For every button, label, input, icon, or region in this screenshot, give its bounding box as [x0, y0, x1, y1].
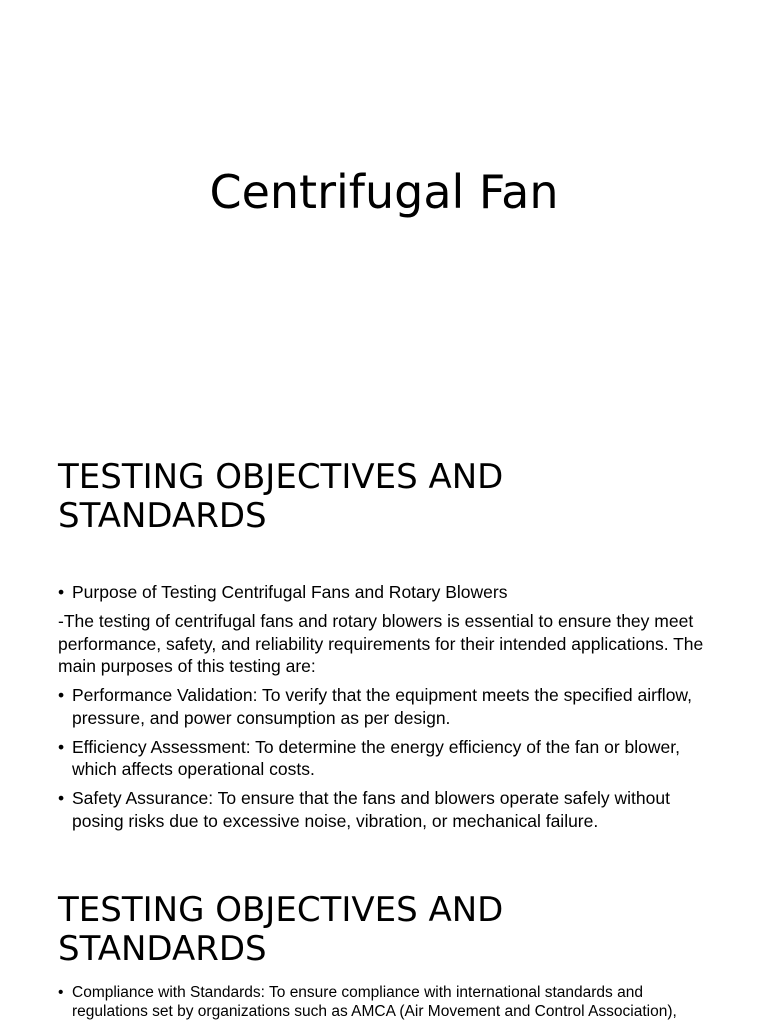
slide-title: Centrifugal Fan	[209, 165, 559, 219]
bullet-icon: •	[58, 685, 65, 705]
list-item	[58, 983, 713, 1021]
bullet-icon: •	[58, 984, 64, 1001]
list-item	[58, 736, 713, 781]
bullet-icon: •	[58, 736, 65, 757]
bullet-icon: •	[58, 582, 65, 602]
slide-body-list	[58, 983, 713, 1024]
list-item-text: Performance Validation: To verify that the equipment meets the specified airflow, pressure, and power consumption as per design.	[72, 685, 692, 728]
list-item-text: Efficiency Assessment: To determine the energy efficiency of the fan or blower, which affects operational costs.	[72, 736, 680, 779]
list-item-text: Safety Assurance: To ensure that the fans and blowers operate safely without posing risks due to excessive noise, vibration, or mechanical failure.	[72, 788, 670, 831]
slide-3	[0, 864, 768, 1024]
slide-2	[0, 432, 768, 864]
list-item	[58, 581, 713, 604]
slide-body-list	[58, 581, 713, 839]
bullet-icon: •	[58, 788, 65, 808]
list-item	[58, 610, 713, 678]
slide-heading: TESTING OBJECTIVES AND STANDARDS	[58, 890, 504, 969]
slide-heading: TESTING OBJECTIVES AND STANDARDS	[58, 457, 504, 536]
list-item-text: Compliance with Standards: To ensure compliance with international standards and regulations set by organizations such as AMCA (Air Movement and Control Association),	[72, 984, 677, 1020]
list-item	[58, 787, 713, 832]
list-item-text: Purpose of Testing Centrifugal Fans and Rotary Blowers	[72, 582, 508, 602]
list-item-text: -The testing of centrifugal fans and rotary blowers is essential to ensure they meet performance, safety, and reliability requirements for their intended applications. The main purposes of this testing are:	[58, 611, 704, 676]
slide-1	[0, 0, 768, 432]
list-item	[58, 684, 713, 729]
